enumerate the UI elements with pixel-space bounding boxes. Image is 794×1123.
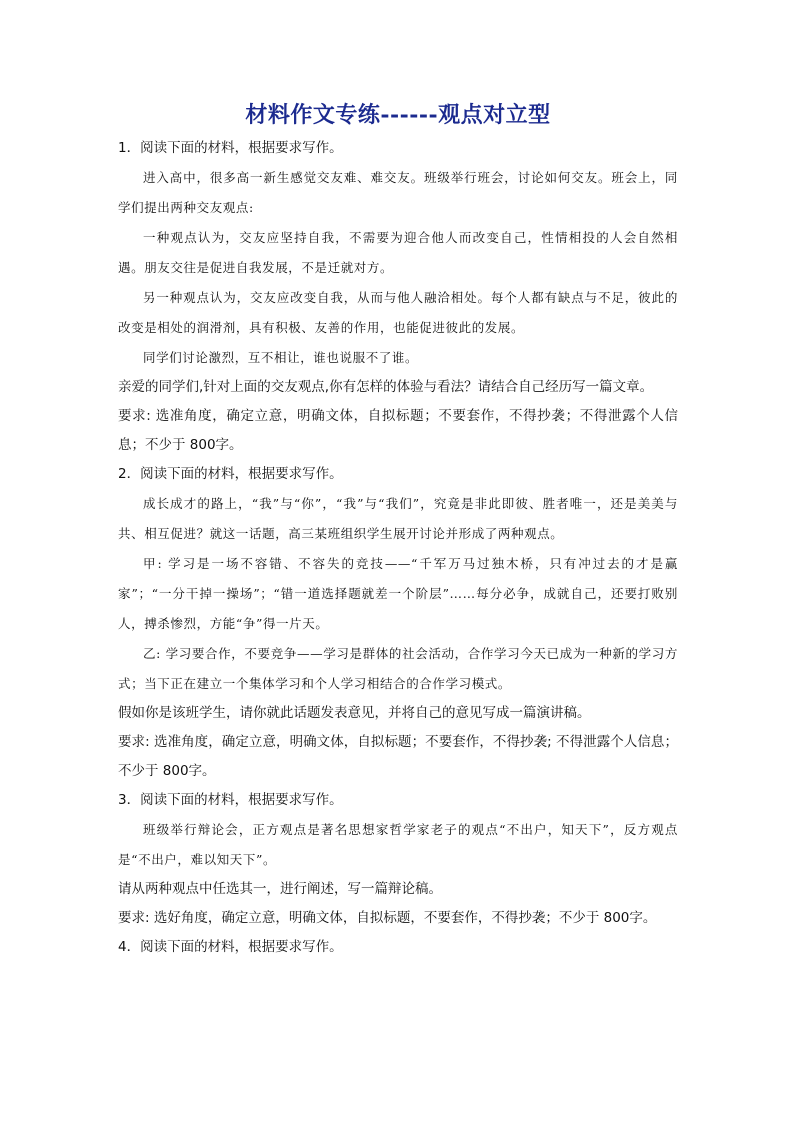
material-paragraph: 一种观点认为，交友应坚持自我，不需要为迎合他人而改变自己，性情相投的人会自然相遇。朋友交往是促进自我发展，不是迁就对方。 [118, 230, 678, 275]
material-paragraph: 同学们讨论激烈，互不相让，谁也说服不了谁。 [143, 350, 419, 365]
question-heading: 1．阅读下面的材料，根据要求写作。 [118, 140, 343, 156]
question-heading: 3．阅读下面的材料，根据要求写作。 [118, 792, 343, 808]
writing-requirements: 要求: 选准角度，确定立意，明确文体，自拟标题；不要套作，不得抄袭; 不得泄露个人信息；不少于 800字。 [118, 734, 678, 779]
writing-requirements: 要求: 选好角度，确定立意，明确文体，自拟标题，不要套作，不得抄袭；不少于 800字。 [118, 910, 657, 926]
material-paragraph: 成长成才的路上，“我”与“你”，“我”与“我们”，究竟是非此即彼、胜者唯一，还是美美与共、相互促进？就这一话题，高三某班组织学生展开讨论并形成了两种观点。 [118, 496, 678, 541]
document-page [118, 100, 678, 962]
material-paragraph: 班级举行辩论会，正方观点是著名思想家哲学家老子的观点“不出户，知天下”，反方观点是“不出户，难以知天下”。 [118, 822, 678, 867]
material-paragraph: 另一种观点认为，交友应改变自我，从而与他人融洽相处。每个人都有缺点与不足，彼此的改变是相处的润滑剂，具有积极、友善的作用，也能促进彼此的发展。 [118, 290, 678, 335]
material-paragraph: 乙: 学习要合作，不要竞争——学习是群体的社会活动，合作学习今天已成为一种新的学习方式；当下正在建立一个集体学习和个人学习相结合的合作学习模式。 [118, 646, 678, 691]
document-title: 材料作文专练------观点对立型 [245, 102, 551, 128]
material-paragraph: 甲: 学习是一场不容错、不容失的竞技——“千军万马过独木桥，只有冲过去的才是赢家”；“一分干掉一操场”；“错一道选择题就差一个阶层”……每分必争，成就自己，还要打败别人，搏杀惨烈，方能“争”得一片天。 [118, 556, 678, 631]
material-paragraph: 进入高中，很多高一新生感觉交友难、难交友。班级举行班会，讨论如何交友。班会上，同学们提出两种交友观点: [118, 170, 678, 215]
writing-requirements: 要求: 选准角度，确定立意，明确文体，自拟标题；不要套作，不得抄袭；不得泄露个人信息；不少于 800字。 [118, 408, 678, 453]
question-heading: 4．阅读下面的材料，根据要求写作。 [118, 939, 343, 955]
writing-prompt: 假如你是该班学生，请你就此话题发表意见，并将自己的意见写成一篇演讲稿。 [118, 705, 591, 721]
question-1 [118, 134, 678, 460]
question-4 [118, 933, 678, 962]
writing-prompt: 请从两种观点中任选其一，进行阐述，写一篇辩论稿。 [118, 881, 442, 897]
question-2 [118, 460, 678, 786]
question-3 [118, 786, 678, 933]
question-heading: 2．阅读下面的材料，根据要求写作。 [118, 466, 343, 482]
writing-prompt: 亲爱的同学们,针对上面的交友观点,你有怎样的体验与看法？请结合自己经历写一篇文章。 [118, 379, 654, 395]
